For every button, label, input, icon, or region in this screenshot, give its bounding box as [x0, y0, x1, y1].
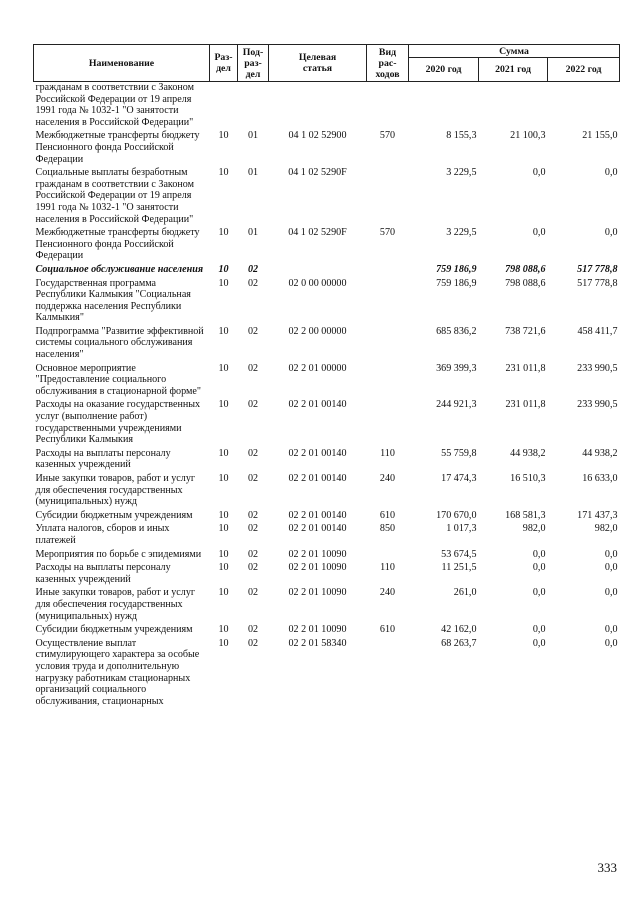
- table-row: [34, 547, 620, 561]
- cell-2022: 0,0: [604, 548, 618, 560]
- cell-podrazdel: 01: [247, 130, 259, 142]
- cell-article: 02 2 01 10090: [288, 587, 347, 599]
- header-sum: Сумма: [409, 45, 620, 58]
- cell-2020: 68 263,7: [441, 637, 477, 649]
- table-row: [34, 521, 620, 546]
- header-article-text: Целевая статья: [298, 52, 337, 74]
- cell-2021: 0,0: [532, 167, 546, 179]
- header-razdel: [210, 45, 238, 82]
- cell-2020: 1 017,3: [446, 523, 477, 535]
- cell-podrazdel: 02: [247, 624, 259, 636]
- cell-razdel: 10: [218, 637, 229, 649]
- cell-podrazdel: 02: [247, 263, 259, 275]
- cell-article: 02 2 01 00140: [288, 523, 347, 535]
- cell-article: 02 2 00 00000: [288, 325, 347, 337]
- cell-2021: 168 581,3: [505, 509, 546, 521]
- table-row: [34, 82, 620, 129]
- cell-razdel: 10: [218, 167, 229, 179]
- cell-expense-type: 610: [379, 624, 396, 636]
- cell-name: Расходы на оказание государственных услуг (выполнение работ) государственными учреждениями Республики Калмыкия: [35, 399, 201, 446]
- cell-2022: 458 411,7: [577, 325, 618, 337]
- cell-article: [269, 82, 367, 129]
- cell-podrazdel: 02: [247, 277, 259, 289]
- cell-expense-type: [367, 262, 409, 276]
- cell-2020: 685 836,2: [436, 325, 477, 337]
- cell-podrazdel: 01: [247, 167, 259, 179]
- table-row: [34, 225, 620, 262]
- header-year-2020: 2020 год: [409, 58, 479, 82]
- cell-razdel: 10: [218, 399, 229, 411]
- cell-name: Социальные выплаты безработным гражданам в соответствии с Законом Российской Федерации от 19 апреля 1991 года № 1032-1 "О занятости населения в Российской Федерации": [35, 167, 195, 225]
- cell-name: Расходы на выплаты персоналу казенных учреждений: [35, 562, 171, 585]
- cell-name: Расходы на выплаты персоналу казенных учреждений: [35, 447, 171, 471]
- cell-podrazdel: 02: [247, 509, 259, 521]
- cell-2022: 0,0: [604, 587, 618, 599]
- cell-expense-type: [367, 361, 409, 398]
- table-row: [34, 622, 620, 636]
- cell-expense-type: [367, 397, 409, 445]
- cell-podrazdel: 02: [247, 523, 259, 535]
- header-podrazdel-text: Под- раз- дел: [242, 46, 264, 80]
- cell-expense-type: 570: [379, 130, 396, 142]
- header-expense-type: [367, 45, 409, 82]
- cell-expense-type: 850: [379, 523, 396, 535]
- table-row: [34, 585, 620, 622]
- cell-razdel: 10: [218, 447, 229, 459]
- header-podrazdel: [238, 45, 269, 82]
- cell-2020: 244 921,3: [436, 399, 477, 411]
- cell-2021: 231 011,8: [505, 399, 546, 411]
- budget-table: [33, 44, 620, 707]
- cell-name: гражданам в соответствии с Законом Российской Федерации от 19 апреля 1991 года № 1032-1 "О занятости населения в Российской Федерации": [35, 82, 195, 128]
- cell-razdel: 10: [218, 362, 229, 374]
- cell-2022: 0,0: [604, 227, 618, 239]
- cell-2020: 53 674,5: [441, 548, 477, 560]
- cell-article: 02 0 00 00000: [288, 277, 347, 289]
- table-row: [34, 636, 620, 708]
- cell-expense-type: 610: [379, 509, 396, 521]
- cell-podrazdel: 02: [247, 562, 259, 574]
- cell-2022: 517 778,8: [577, 277, 618, 289]
- cell-podrazdel: 02: [247, 548, 259, 560]
- table-row: [34, 508, 620, 522]
- cell-razdel: 10: [218, 473, 229, 484]
- cell-2021: 44 938,2: [510, 447, 546, 459]
- table-row: [34, 471, 620, 508]
- cell-2022: 16 633,0: [582, 473, 618, 484]
- cell-2021: 0,0: [532, 548, 546, 560]
- cell-article: 02 2 01 00140: [288, 447, 347, 459]
- cell-2021: 0,0: [532, 562, 546, 574]
- cell-name: Иные закупки товаров, работ и услуг для обеспечения государственных (муниципальных) нужд: [35, 587, 196, 622]
- cell-expense-type: 110: [380, 562, 395, 574]
- cell-2022: 21 155,0: [582, 130, 618, 142]
- cell-podrazdel: 02: [247, 637, 259, 649]
- cell-razdel: 10: [218, 325, 229, 337]
- cell-2021: 798 088,6: [505, 277, 546, 289]
- cell-2020: 261,0: [453, 587, 477, 599]
- cell-2022: 0,0: [604, 562, 618, 574]
- table-row: [34, 128, 620, 165]
- cell-2020: 55 759,8: [441, 447, 477, 459]
- cell-expense-type: 240: [379, 473, 396, 484]
- cell-razdel: 10: [218, 509, 229, 521]
- cell-2022: [548, 82, 620, 129]
- header-year-2021: 2021 год: [479, 58, 548, 82]
- cell-expense-type: [367, 276, 409, 324]
- cell-name: Подпрограмма "Развитие эффективной системы социального обслуживания населения": [35, 325, 204, 361]
- cell-razdel: 10: [218, 277, 229, 289]
- cell-podrazdel: 02: [247, 325, 259, 337]
- cell-razdel: 10: [218, 562, 229, 574]
- cell-expense-type: 570: [379, 227, 396, 239]
- cell-expense-type: [367, 547, 409, 561]
- cell-razdel: [210, 82, 238, 129]
- cell-razdel: 10: [218, 263, 229, 275]
- cell-name: Государственная программа Республики Калмыкия "Социальная поддержка населения Республики Калмыкия": [35, 277, 191, 324]
- cell-2022: 982,0: [594, 523, 618, 535]
- table-row: [34, 560, 620, 585]
- cell-2022: 233 990,5: [577, 362, 618, 374]
- cell-name: Социальное обслуживание населения: [35, 263, 204, 275]
- cell-2020: 11 251,5: [441, 562, 477, 574]
- cell-razdel: 10: [218, 624, 229, 636]
- cell-article: 02 2 01 10090: [288, 562, 347, 574]
- cell-2021: 231 011,8: [505, 362, 546, 374]
- cell-article: 02 2 01 10090: [288, 624, 347, 636]
- cell-2020: 759 186,9: [436, 263, 477, 275]
- cell-2022: 233 990,5: [577, 399, 618, 411]
- table-row: [34, 324, 620, 361]
- cell-podrazdel: 02: [247, 447, 259, 459]
- cell-name: Межбюджетные трансферты бюджету Пенсионного фонда Российской Федерации: [35, 130, 200, 165]
- cell-2022: 0,0: [604, 167, 618, 179]
- cell-2021: 738 721,6: [505, 325, 546, 337]
- cell-article: 02 2 01 58340: [288, 637, 347, 649]
- table-row: [34, 361, 620, 398]
- cell-article: 04 1 02 52900: [288, 130, 347, 142]
- cell-podrazdel: 02: [247, 473, 259, 484]
- cell-razdel: 10: [218, 130, 229, 142]
- cell-2022: 44 938,2: [582, 447, 618, 459]
- cell-expense-type: [367, 82, 409, 129]
- cell-2022: 0,0: [604, 637, 618, 649]
- table-header: [34, 45, 620, 82]
- cell-razdel: 10: [218, 548, 229, 560]
- cell-razdel: 10: [218, 227, 229, 239]
- cell-2020: [409, 82, 479, 129]
- cell-name: Субсидии бюджетным учреждениям: [35, 509, 193, 521]
- cell-2021: [479, 82, 548, 129]
- cell-razdel: 10: [218, 523, 229, 535]
- cell-2020: 17 474,3: [441, 473, 477, 484]
- cell-podrazdel: 01: [247, 227, 259, 239]
- header-article: [269, 45, 367, 82]
- cell-2021: 798 088,6: [505, 263, 546, 275]
- cell-name: Основное мероприятие "Предоставление социального обслуживания в стационарной форме": [35, 362, 201, 397]
- cell-razdel: 10: [218, 587, 229, 599]
- header-name: Наименование: [34, 45, 210, 82]
- cell-2020: 42 162,0: [441, 624, 477, 636]
- cell-name: Субсидии бюджетным учреждениям: [35, 624, 193, 636]
- header-year-2022: 2022 год: [548, 58, 620, 82]
- table-row: [34, 276, 620, 324]
- page-number: 333: [597, 860, 617, 875]
- cell-2021: 0,0: [532, 227, 546, 239]
- cell-expense-type: 110: [380, 447, 395, 459]
- cell-2022: 171 437,3: [577, 509, 618, 521]
- table-body: [34, 82, 620, 708]
- cell-2022: 517 778,8: [577, 263, 618, 275]
- cell-article: 02 2 01 00140: [288, 473, 347, 484]
- cell-expense-type: [367, 636, 409, 708]
- table-row: [34, 446, 620, 471]
- header-expense-type-text: Вид рас- ходов: [375, 46, 400, 80]
- cell-2020: 3 229,5: [446, 227, 477, 239]
- cell-name: Осуществление выплат стимулирующего характера за особые условия труда и дополнительную нагрузку работникам стационарных организаций социального обслуживания, стационарных: [35, 637, 200, 707]
- cell-article: [269, 262, 367, 276]
- cell-expense-type: [367, 324, 409, 361]
- cell-2021: 0,0: [532, 587, 546, 599]
- cell-podrazdel: 02: [247, 362, 259, 374]
- cell-article: 02 2 01 00000: [288, 362, 347, 374]
- cell-2022: 0,0: [604, 624, 618, 636]
- cell-2020: 759 186,9: [436, 277, 477, 289]
- cell-name: Мероприятия по борьбе с эпидемиями: [35, 548, 202, 560]
- cell-podrazdel: 02: [247, 587, 259, 599]
- cell-article: 02 2 01 00140: [288, 399, 347, 411]
- table-row: [34, 262, 620, 276]
- header-razdel-text: Раз- дел: [214, 52, 233, 74]
- cell-name: Иные закупки товаров, работ и услуг для обеспечения государственных (муниципальных) нужд: [35, 473, 196, 508]
- cell-2021: 0,0: [532, 624, 546, 636]
- cell-article: 04 1 02 5290F: [288, 167, 347, 179]
- cell-2020: 8 155,3: [446, 130, 477, 142]
- cell-article: 04 1 02 5290F: [288, 227, 347, 239]
- cell-article: 02 2 01 00140: [288, 509, 347, 521]
- cell-expense-type: 240: [379, 587, 396, 599]
- cell-podrazdel: [238, 82, 269, 129]
- cell-2020: 3 229,5: [446, 167, 477, 179]
- cell-2021: 982,0: [522, 523, 546, 535]
- cell-2021: 16 510,3: [510, 473, 546, 484]
- cell-name: Межбюджетные трансферты бюджету Пенсионного фонда Российской Федерации: [35, 227, 200, 262]
- table-row: [34, 165, 620, 225]
- cell-expense-type: [367, 165, 409, 225]
- table-row: [34, 397, 620, 445]
- cell-2021: 21 100,3: [510, 130, 546, 142]
- cell-name: Уплата налогов, сборов и иных платежей: [35, 523, 170, 546]
- cell-2020: 170 670,0: [436, 509, 477, 521]
- cell-article: 02 2 01 10090: [288, 548, 347, 560]
- cell-2020: 369 399,3: [436, 362, 477, 374]
- cell-podrazdel: 02: [247, 399, 259, 411]
- cell-2021: 0,0: [532, 637, 546, 649]
